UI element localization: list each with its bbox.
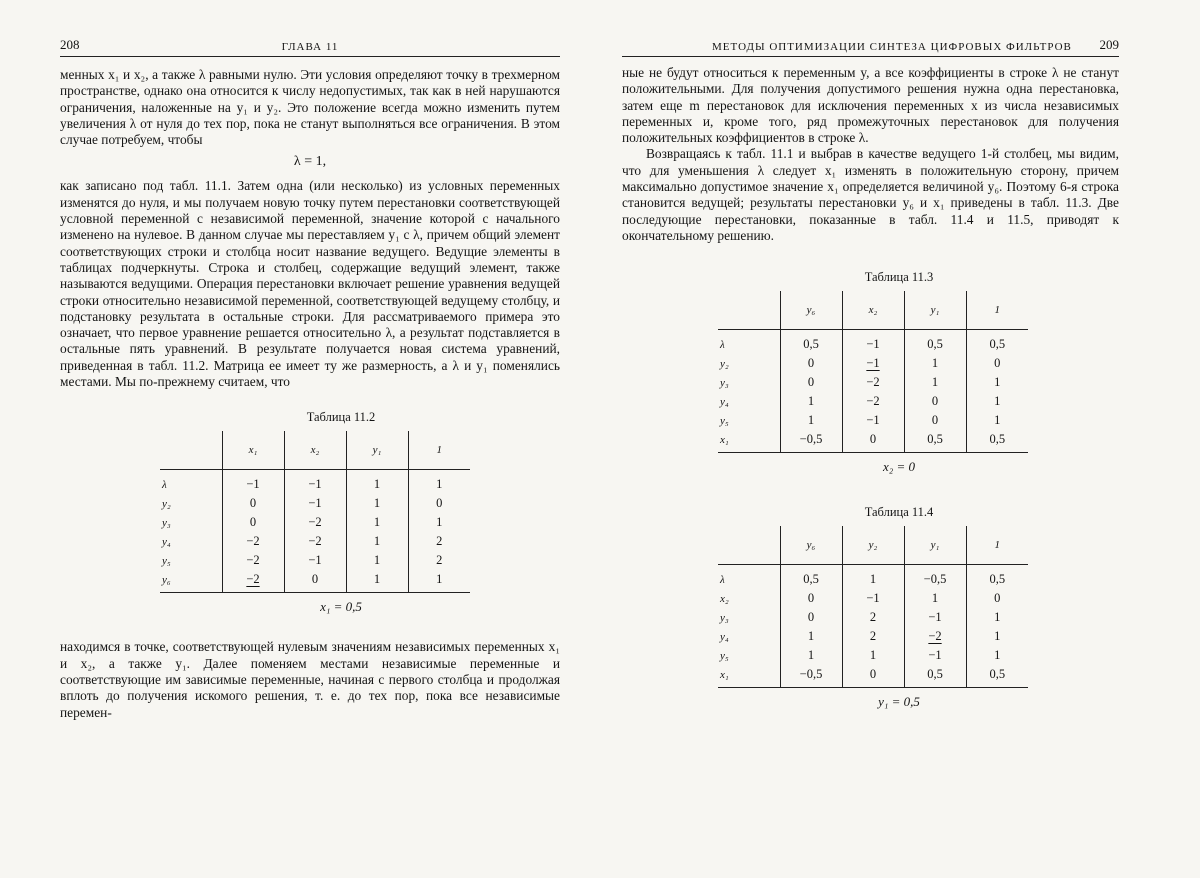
table-cell: 1 [966, 373, 1028, 392]
table-header-cell: 1 [408, 431, 470, 470]
table-header-row [160, 431, 470, 470]
row-label: y₂ [162, 497, 171, 510]
table-row [718, 411, 1028, 430]
table-cell: −0,5 [780, 430, 842, 453]
table-cell: 0,5 [780, 330, 842, 355]
table-cell: −1 [842, 411, 904, 430]
paragraph: как записано под табл. 11.1. Затем одна (или несколько) из условных переменных изменятся до нуля, и мы получаем новую точку путем перестановки соответствующей условной переменной с независимой переменной, значение которой с начального изменено на нулевое. В данном случае мы переставляем y₁ с λ, причем общий элемент соответствующих строки и столбца носит название ведущего. Ведущие элементы в таблицах подчеркнуты. Строка и столбец, содержащие ведущий элемент, также называются ведущими. Операция перестановки включает решение уравнения ведущей строки относительно независимой переменной, соответствующей ведущему столбцу, и подстановку результата в остальные строки. Для рассматриваемого примера это означает, что первое уравнение решается относительно λ, а результат подставляется в остальные пять уравнений. В результате получается новая система уравнений, приведенная в табл. 11.2. Матрица ее имеет ту же размерность, а λ и y₁ поменялись местами. Мы по-прежнему считаем, что [60, 178, 560, 390]
running-title: ГЛАВА 11 [281, 41, 339, 53]
paragraph: менных x₁ и x₂, а также λ равными нулю. Эти условия определяют точку в трехмерном пространстве, однако она относится к числу недопустимых, так как в ней нарушаются ограничения, наложенные на y₁ и y₂. Это положение всегда можно изменить путем увеличения λ от нуля до тех пор, пока не станут выполняться все ограничения. В этом случае потребуем, чтобы [60, 67, 560, 148]
table-cell: 1 [780, 646, 842, 665]
table-row [160, 513, 470, 532]
table-cell: 1 [842, 646, 904, 665]
running-title: МЕТОДЫ ОПТИМИЗАЦИИ СИНТЕЗА ЦИФРОВЫХ ФИЛЬТРОВ [712, 41, 1072, 53]
table-cell: −1 [842, 589, 904, 608]
table-header-stub [160, 431, 222, 470]
row-label: y₃ [720, 611, 729, 624]
table-cell: 0 [780, 354, 842, 373]
table-cell: −1 [284, 470, 346, 495]
table-row [718, 330, 1028, 355]
table-caption: Таблица 11.4 [864, 505, 934, 520]
table-cell: 0,5 [780, 565, 842, 590]
table-cell: 1 [904, 373, 966, 392]
table-cell: 2 [842, 627, 904, 646]
table-cell: 1 [904, 589, 966, 608]
table-header-stub [718, 291, 780, 330]
table-row [718, 392, 1028, 411]
row-label: y₄ [162, 535, 171, 548]
table-cell: 1 [780, 627, 842, 646]
table-cell: 2 [408, 551, 470, 570]
table-cell: 0 [222, 494, 284, 513]
table-header-cell: y₆ [780, 526, 842, 565]
row-label: λ [720, 573, 725, 586]
row-label: λ [162, 478, 167, 491]
table-cell: −2 [284, 532, 346, 551]
paragraph: находимся в точке, соответствующей нулевым значениям независимых переменных x₁ и x₂, а также y₁. Далее поменяем местами независимые переменные и соответствующие им зависимые переменные, начиная с первого столбца и продолжая вплоть до получения искомого решения, т. е. до тех пор, пока все независимые перемен- [60, 639, 560, 720]
row-label: λ [720, 338, 725, 351]
row-label: y₅ [162, 554, 171, 567]
table-row [160, 570, 470, 593]
data-table [718, 526, 1028, 688]
table-cell: 1 [346, 551, 408, 570]
table-cell: 1 [346, 470, 408, 495]
table-cell: 0 [780, 589, 842, 608]
table-note: x₂ = 0 [882, 459, 916, 475]
right-page [622, 0, 1119, 878]
table-cell: 1 [966, 608, 1028, 627]
table-cell: −1 [904, 646, 966, 665]
table-header-cell: y₁ [346, 431, 408, 470]
table-cell: 1 [346, 532, 408, 551]
table-cell: −1 [284, 494, 346, 513]
running-head [622, 36, 1119, 57]
table-header-cell: y₆ [780, 291, 842, 330]
table-cell: 0 [842, 665, 904, 688]
table-cell: 0 [904, 411, 966, 430]
row-label: y₄ [720, 630, 729, 643]
table-row [718, 373, 1028, 392]
table-cell: 1 [346, 570, 408, 593]
row-label: x₁ [718, 430, 780, 453]
running-head [60, 36, 560, 57]
table-cell: −0,5 [780, 665, 842, 688]
table-cell: 0 [780, 608, 842, 627]
table-row [160, 551, 470, 570]
table-header-cell: y₁ [904, 291, 966, 330]
table-cell: −2 [222, 532, 284, 551]
row-label: y₅ [720, 649, 729, 662]
row-label: x₂ [720, 592, 729, 605]
table-cell: 0,5 [966, 430, 1028, 453]
row-label: y₂ [720, 357, 729, 370]
table-cell: −0,5 [904, 565, 966, 590]
table-row [160, 470, 470, 495]
table-row [718, 608, 1028, 627]
table-cell: 1 [966, 627, 1028, 646]
table-cell: 1 [780, 411, 842, 430]
table-cell: −1 [842, 354, 904, 373]
table-header-cell: y₁ [904, 526, 966, 565]
table-row [718, 354, 1028, 373]
table-row [160, 532, 470, 551]
table-row [718, 430, 1028, 453]
table-row [718, 646, 1028, 665]
table-cell: 0 [780, 373, 842, 392]
formula: λ = 1, [293, 154, 327, 170]
table-caption: Таблица 11.3 [864, 270, 934, 285]
table-header-cell: x₁ [222, 431, 284, 470]
table-note: x₁ = 0,5 [320, 599, 362, 615]
table-header-cell: 1 [966, 291, 1028, 330]
table-cell: 1 [780, 392, 842, 411]
table-block [160, 410, 522, 615]
table-note: y₁ = 0,5 [878, 694, 920, 710]
paragraph: ные не будут относиться к переменным y, а все коэффициенты в строке λ не станут положительными. Для получения допустимого решения нужна одна перестановка, затем еще m перестановок для исключения переменных x из числа независимых переменных и, кроме того, ряд промежуточных перестановок для получения положительных коэффициентов в строке λ. [622, 65, 1119, 146]
table-row [160, 494, 470, 513]
table-cell: −2 [842, 392, 904, 411]
table-caption: Таблица 11.2 [306, 410, 376, 425]
table-cell: 0,5 [966, 330, 1028, 355]
table-row [718, 665, 1028, 688]
table-cell: 1 [966, 646, 1028, 665]
table-cell: −1 [284, 551, 346, 570]
table-cell: 0 [284, 570, 346, 593]
table-cell: −2 [842, 373, 904, 392]
table-cell: 1 [966, 411, 1028, 430]
table-header-cell: 1 [966, 526, 1028, 565]
row-label: y₅ [720, 414, 729, 427]
table-cell: −2 [222, 570, 284, 593]
table-cell: 0 [222, 513, 284, 532]
table-cell: 0 [966, 354, 1028, 373]
table-cell: −1 [222, 470, 284, 495]
row-label: y₃ [162, 516, 171, 529]
paragraph: Возвращаясь к табл. 11.1 и выбрав в качестве ведущего 1-й столбец, мы видим, что для уменьшения λ следует x₁ изменять в положительную сторону, причем максимально допустимое значение x₁ определяется величиной y₆. Поэтому 6-я строка становится ведущей; результаты перестановки y₆ и x₁ приведены в табл. 11.3. Две последующие перестановки, показанные в табл. 11.4 и 11.5, приводят к окончательному решению. [622, 146, 1119, 243]
row-label: y₆ [160, 570, 222, 593]
table-cell: 1 [408, 570, 470, 593]
table-cell: 0,5 [904, 330, 966, 355]
data-table [718, 291, 1028, 453]
table-cell: 0 [408, 494, 470, 513]
table-cell: −2 [284, 513, 346, 532]
row-label: x₁ [718, 665, 780, 688]
table-cell: 1 [904, 354, 966, 373]
page-number: 209 [1099, 37, 1119, 52]
data-table [160, 431, 470, 593]
table-block [718, 270, 1080, 475]
table-cell: −2 [222, 551, 284, 570]
table-header-stub [718, 526, 780, 565]
table-cell: 0,5 [904, 430, 966, 453]
table-cell: 1 [408, 470, 470, 495]
table-cell: 0,5 [904, 665, 966, 688]
table-row [718, 565, 1028, 590]
table-header-cell: y₂ [842, 526, 904, 565]
row-label: y₃ [720, 376, 729, 389]
table-row [718, 589, 1028, 608]
table-cell: 1 [408, 513, 470, 532]
table-header-cell: x₂ [284, 431, 346, 470]
table-cell: 2 [842, 608, 904, 627]
table-cell: 2 [408, 532, 470, 551]
table-cell: 1 [842, 565, 904, 590]
table-cell: 1 [346, 513, 408, 532]
table-row [718, 627, 1028, 646]
table-cell: −2 [904, 627, 966, 646]
table-cell: 0 [904, 392, 966, 411]
left-page [60, 0, 560, 878]
row-label: y₄ [720, 395, 729, 408]
table-header-cell: x₂ [842, 291, 904, 330]
table-cell: 0 [966, 589, 1028, 608]
table-cell: −1 [904, 608, 966, 627]
table-cell: 0,5 [966, 665, 1028, 688]
table-header-row [718, 291, 1028, 330]
table-cell: 0,5 [966, 565, 1028, 590]
table-block [718, 505, 1080, 710]
table-header-row [718, 526, 1028, 565]
table-cell: −1 [842, 330, 904, 355]
page-number: 208 [60, 37, 80, 52]
table-cell: 1 [966, 392, 1028, 411]
table-cell: 0 [842, 430, 904, 453]
table-cell: 1 [346, 494, 408, 513]
